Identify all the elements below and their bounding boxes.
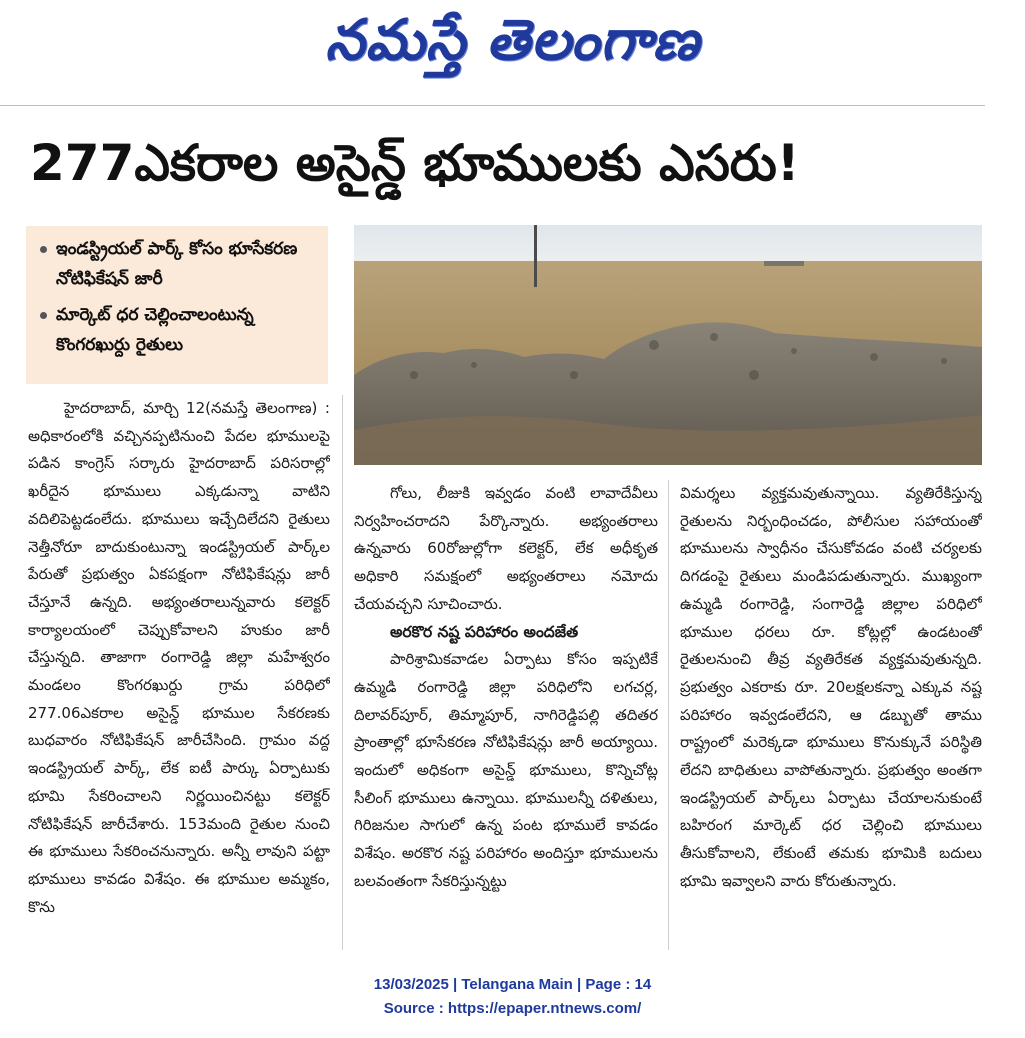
highlight-item: [40, 300, 318, 360]
column-divider: [342, 395, 343, 950]
bullet-icon: [40, 312, 47, 319]
article-text: విమర్శలు వ్యక్తమవుతున్నాయి. వ్యతిరేకిస్తున్న రైతులను నిర్బంధించడం, పోలీసుల సహాయంతో భూములను స్వాధీనం చేసుకోవడం వంటి చర్యలకు దిగడంపై రైతులు మండిపడుతున్నారు. ముఖ్యంగా ఉమ్మడి రంగారెడ్డి, సంగారెడ్డి జిల్లాల పరిధిలో భూముల ధరలు రూ. కోట్లల్లో ఉండటంతో రైతులనుంచి తీవ్ర వ్యతిరేకత వ్యక్తమవుతున్నది. ప్రభుత్వం ఎకరాకు రూ. 20లక్షలకన్నా ఎక్కువ నష్ట పరిహారం ఇవ్వడంలేదని, ఆ డబ్బుతో తాము రాష్ట్రంలో మరెక్కడా భూములు కొనుక్కునే పరిస్థితి లేదని బాధితులు వాపోతున్నారు. ప్రభుత్వం అంతగా ఇండస్ట్రియల్ పార్క్‌లు ఏర్పాటు చేయాలనుకుంటే బహిరంగ మార్కెట్ ధర చెల్లించి భూములు తీసుకోవాలని, లేకుంటే తమకు భూమికి బదులు భూమి ఇవ్వాలని వారు కోరుతున్నారు.: [680, 484, 982, 890]
article-column-2: [354, 480, 658, 950]
land-photo-illustration: [354, 225, 982, 465]
edition-info: 13/03/2025 | Telangana Main | Page : 14: [373, 976, 652, 993]
column-divider: [668, 480, 669, 950]
article-text: హైదరాబాద్, మార్చి 12(నమస్తే తెలంగాణ) : అధికారంలోకి వచ్చినప్పటినుంచి పేదల భూములపై పడిన కాంగ్రెస్ సర్కారు హైదరాబాద్ పరిసరాల్లో ఖరీదైన భూములు ఎక్కడున్నా వాటిని వదిలిపెట్టడంలేదు. భూములు ఇచ్చేదిలేదని రైతులు నెత్తీనోరూ బాదుకుంటున్నా ఇండస్ట్రియల్ పార్క్‌ల పేరుతో ప్రభుత్వం ఏకపక్షంగా నోటిఫికేషన్లు జారీ చేస్తూనే ఉన్నది. అభ్యంతరాలున్నవారు కలెక్టర్ కార్యాలయంలో చెప్పుకోవాలని హుకుం జారీ చేస్తున్నది. తాజాగా రంగారెడ్డి జిల్లా మహేశ్వరం మండలం కొంగరఖుర్దు గ్రామ పరిధిలో 277.06ఎకరాల అసైన్డ్ భూముల సేకరణకు బుధవారం నోటిఫికేషన్ జారీచేసింది. గ్రామం వద్ద ఇండస్ట్రియల్ పార్క్, లేక ఐటీ పార్కు ఏర్పాటుకు భూమి సేకరించాలని నిర్ణయించినట్టు కలెక్టర్ నోటిఫికేషన్ జారీచేశారు. 153మంది రైతుల నుంచి ఈ భూములు సేకరించనున్నారు. అన్నీ లావుని పట్టా భూములు కావడం విశేషం. ఈ భూముల అమ్మకం, కొను: [28, 399, 330, 916]
news-photo: [354, 225, 982, 465]
highlight-text: ఇండస్ట్రియల్ పార్క్ కోసం భూసేకరణ నోటిఫికేషన్ జారీ: [56, 239, 298, 289]
bullet-icon: [40, 246, 47, 253]
masthead-divider: [0, 105, 985, 106]
highlight-item: [40, 234, 318, 294]
masthead: [0, 0, 1025, 100]
source-link[interactable]: Source : https://epaper.ntnews.com/: [383, 1000, 642, 1017]
headline: 277ఎకరాల అసైన్డ్ భూములకు ఎసరు!: [30, 134, 800, 192]
article-column-3: [680, 480, 982, 950]
highlight-text: మార్కెట్ ధర చెల్లించాలంటున్న కొంగరఖుర్దు రైతులు: [56, 305, 254, 355]
newspaper-logo: నమస్తే తెలంగాణ: [325, 8, 700, 73]
article-column-1: [28, 395, 330, 955]
highlights-box: [26, 226, 328, 384]
article-subheading: అరకొర నష్ట పరిహారం అందజేత: [390, 622, 579, 641]
article-text: గోలు, లీజుకి ఇవ్వడం వంటి లావాదేవీలు నిర్వహించరాదని పేర్కొన్నారు. అభ్యంతరాలు ఉన్నవారు 60రోజుల్లోగా కలెక్టర్, లేక అధీకృత అధికారి సమక్షంలో అభ్యంతరాలు నమోదు చేయవచ్చని సూచించారు.: [354, 484, 658, 613]
article-text: పారిశ్రామికవాడల ఏర్పాటు కోసం ఇప్పటికే ఉమ్మడి రంగారెడ్డి జిల్లా పరిధిలోని లగచర్ల, దిలావర్‌పూర్, తిమ్మాపూర్, నాగిరెడ్డిపల్లి తదితర ప్రాంతాల్లో భూసేకరణ నోటిఫికేషన్లు జారీ అయ్యాయి. ఇందులో అధికంగా అసైన్డ్ భూములు, కొన్నిచోట్ల సీలింగ్ భూములు ఉన్నాయి. భూములన్నీ దళితులు, గిరిజనుల సాగులో ఉన్న పంట భూములే కావడం విశేషం. అరకొర నష్ట పరిహారం అందిస్తూ భూములను బలవంతంగా సేకరిస్తున్నట్టు: [354, 650, 658, 890]
